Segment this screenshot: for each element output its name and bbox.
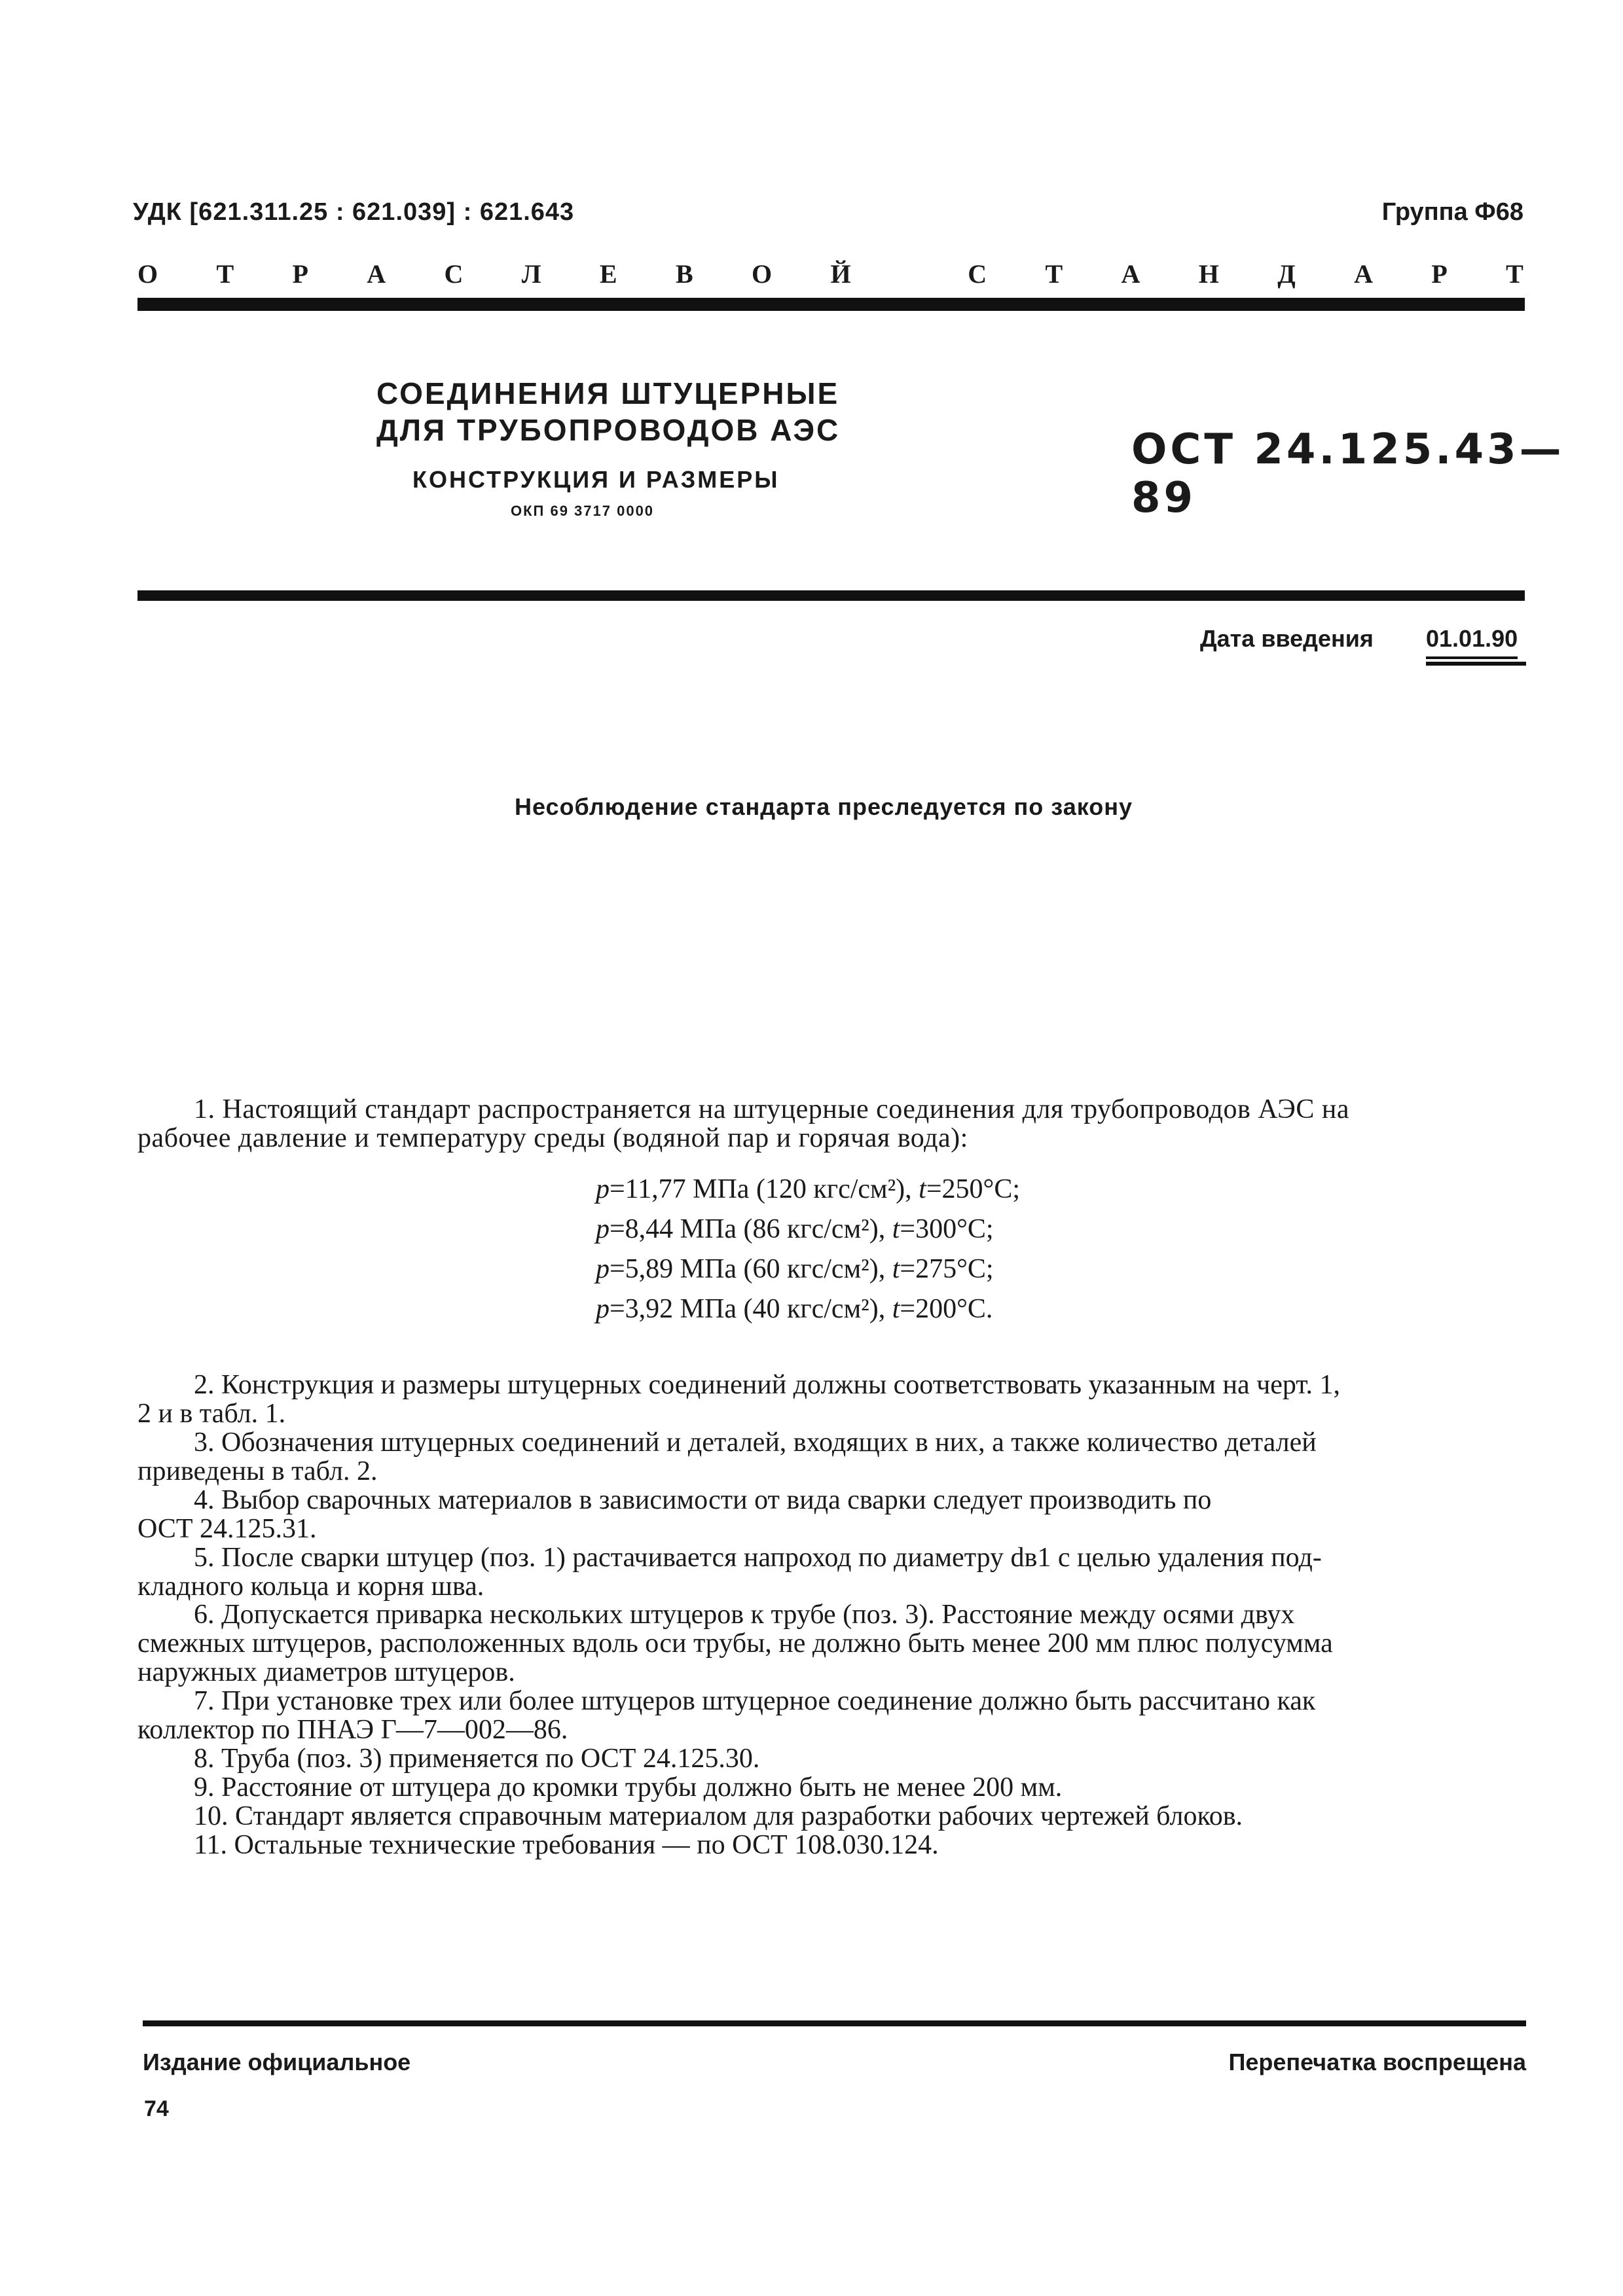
pressure-symbol: p <box>596 1174 610 1204</box>
industry-standard-heading <box>137 259 1523 289</box>
heading-letter: Р <box>1431 259 1448 289</box>
page-number: 74 <box>144 2096 169 2121</box>
heading-letter: А <box>367 259 386 289</box>
heading-letter: А <box>1121 259 1140 289</box>
body-line: 2. Конструкция и размеры штуцерных соединений должны соответствовать указанным на черт. 1, <box>194 1370 1340 1400</box>
temperature-value: =250°С; <box>926 1174 1021 1204</box>
body-line: 9. Расстояние от штуцера до кромки трубы должно быть не менее 200 мм. <box>194 1772 1063 1803</box>
temperature-symbol: t <box>919 1174 926 1204</box>
heading-letter: Е <box>599 259 617 289</box>
heading-letter: О <box>137 259 158 289</box>
heading-letter: Д <box>1277 259 1296 289</box>
udk-code: УДК [621.311.25 : 621.039] : 621.643 <box>133 198 575 226</box>
standard-code: ОСТ 24.125.43—89 <box>1131 425 1565 522</box>
formula-line <box>596 1253 994 1285</box>
pressure-value: =5,89 МПа (60 кгс/см²), <box>610 1254 892 1284</box>
group-code: Группа Ф68 <box>1381 198 1523 226</box>
edition-note: Издание официальное <box>143 2049 411 2075</box>
temperature-symbol: t <box>892 1254 900 1284</box>
heading-letter: Т <box>1506 259 1523 289</box>
reprint-note: Перепечатка воспрещена <box>1228 2049 1526 2075</box>
title-line-2: ДЛЯ ТРУБОПРОВОДОВ АЭС <box>376 413 841 447</box>
pressure-value: =3,92 МПа (40 кгс/см²), <box>610 1294 892 1324</box>
pressure-value: =8,44 МПа (86 кгс/см²), <box>610 1214 892 1244</box>
formula-line <box>596 1213 994 1245</box>
heading-letter: Л <box>521 259 541 289</box>
temperature-value: =200°С. <box>900 1294 993 1324</box>
pressure-symbol: p <box>596 1254 610 1284</box>
temperature-symbol: t <box>892 1214 900 1244</box>
intro-date-value: 01.01.90 <box>1426 625 1518 659</box>
document-subtitle: КОНСТРУКЦИЯ И РАЗМЕРЫ <box>412 466 780 493</box>
temperature-value: =275°С; <box>900 1254 994 1284</box>
pressure-value: =11,77 МПа (120 кгс/см²), <box>610 1174 919 1204</box>
heading-letter: В <box>675 259 693 289</box>
body-line: смежных штуцеров, расположенных вдоль оси трубы, не должно быть менее 200 мм плюс полусумма <box>137 1628 1333 1659</box>
formula-line <box>596 1293 993 1325</box>
heading-letter: А <box>1354 259 1373 289</box>
heading-letter: Т <box>1045 259 1063 289</box>
body-line: 3. Обозначения штуцерных соединений и деталей, входящих в них, а также количество деталей <box>194 1427 1317 1458</box>
body-line: 7. При установке трех или более штуцеров штуцерное соединение должно быть рассчитано как <box>194 1686 1316 1716</box>
formula-line <box>596 1174 1020 1205</box>
title-line-1: СОЕДИНЕНИЯ ШТУЦЕРНЫЕ <box>376 376 840 410</box>
heading-letter: Й <box>830 259 851 289</box>
pressure-symbol: p <box>596 1214 610 1244</box>
body-line: коллектор по ПНАЭ Г—7—002—86. <box>137 1715 568 1745</box>
header-rule <box>137 298 1525 311</box>
body-line: 6. Допускается приварка нескольких штуцеров к трубе (поз. 3). Расстояние между осями двух <box>194 1600 1295 1630</box>
body-line: кладного кольца и корня шва. <box>137 1571 484 1602</box>
paragraph-1-line-2: рабочее давление и температуру среды (водяной пар и горячая вода): <box>137 1123 968 1153</box>
intro-date-underline <box>1426 662 1526 666</box>
temperature-symbol: t <box>892 1294 900 1324</box>
body-line: 4. Выбор сварочных материалов в зависимости от вида сварки следует производить по <box>194 1485 1212 1515</box>
body-line: приведены в табл. 2. <box>137 1456 378 1486</box>
heading-letter: Т <box>216 259 234 289</box>
footer-rule <box>143 2020 1526 2026</box>
pressure-symbol: p <box>596 1294 610 1324</box>
body-line: 11. Остальные технические требования — по ОСТ 108.030.124. <box>194 1830 939 1860</box>
intro-date-label: Дата введения <box>1200 625 1374 652</box>
temperature-value: =300°С; <box>900 1214 994 1244</box>
okp-code: ОКП 69 3717 0000 <box>511 503 655 519</box>
body-line: ОСТ 24.125.31. <box>137 1514 317 1544</box>
heading-letter: С <box>968 259 987 289</box>
body-line: 10. Стандарт является справочным материалом для разработки рабочих чертежей блоков. <box>194 1801 1243 1831</box>
document-title <box>376 375 840 448</box>
heading-letter: С <box>444 259 464 289</box>
heading-letter: Н <box>1198 259 1219 289</box>
heading-letter: Р <box>292 259 308 289</box>
paragraph-1-line-1: 1. Настоящий стандарт распространяется на штуцерные соединения для трубопроводов АЭС на <box>194 1094 1350 1124</box>
law-notice: Несоблюдение стандарта преследуется по закону <box>515 793 1133 820</box>
body-line: 2 и в табл. 1. <box>137 1399 286 1429</box>
body-line: 8. Труба (поз. 3) применяется по ОСТ 24.125.30. <box>194 1744 760 1774</box>
body-line: 5. После сварки штуцер (поз. 1) растачивается напроход по диаметру dв1 с целью удаления под- <box>194 1543 1322 1573</box>
body-line: наружных диаметров штуцеров. <box>137 1657 515 1687</box>
heading-letter: О <box>751 259 773 289</box>
title-rule <box>137 590 1525 601</box>
